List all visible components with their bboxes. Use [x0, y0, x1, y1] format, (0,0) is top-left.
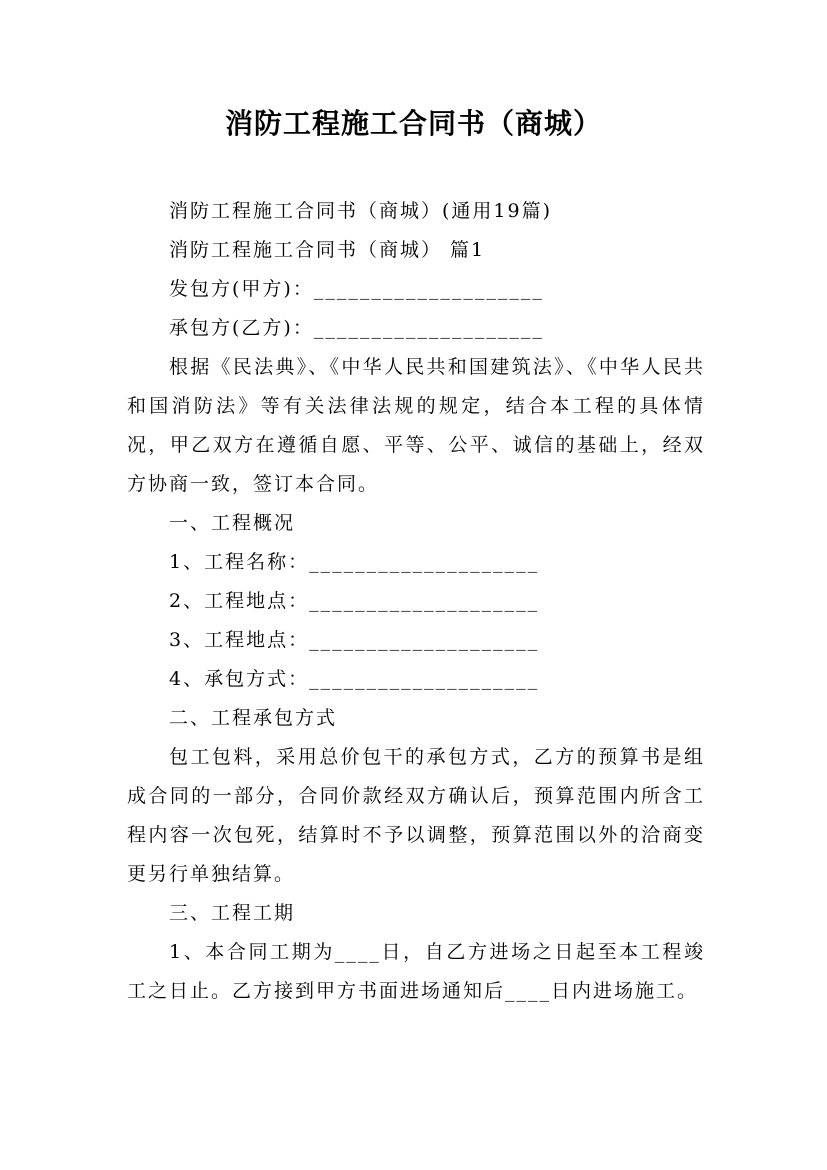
document-title: 消防工程施工合同书（商城）	[224, 107, 602, 140]
paragraph-party-b: 承包方(乙方)：____________________	[169, 317, 544, 339]
paragraph-project-location-2: 3、工程地点：____________________	[169, 629, 540, 651]
paragraph-project-location: 2、工程地点：____________________	[169, 590, 540, 612]
paragraph-project-name: 1、工程名称：____________________	[169, 551, 540, 573]
paragraph-part-heading: 消防工程施工合同书（商城） 篇1	[169, 239, 486, 261]
paragraph-subtitle: 消防工程施工合同书（商城）(通用19篇)	[169, 200, 553, 222]
paragraph-schedule-detail: 1、本合同工期为____日，自乙方进场之日起至本工程竣工之日止。乙方接到甲方书面进场通知后____日内进场施工。	[127, 941, 705, 1002]
document-body	[127, 192, 705, 1011]
section-heading-schedule: 三、工程工期	[169, 902, 296, 924]
section-heading-overview: 一、工程概况	[169, 512, 296, 534]
paragraph-legal-basis: 根据《民法典》、《中华人民共和国建筑法》、《中华人民共和国消防法》等有关法律法规的规定，结合本工程的具体情况，甲乙双方在遵循自愿、平等、公平、诚信的基础上，经双方协商一致，签订本合同。	[127, 356, 705, 495]
paragraph-contract-method: 4、承包方式：____________________	[169, 668, 540, 690]
paragraph-contract-mode-detail: 包工包料，采用总价包干的承包方式，乙方的预算书是组成合同的一部分，合同价款经双方确认后，预算范围内所含工程内容一次包死，结算时不予以调整，预算范围以外的洽商变更另行单独结算。	[127, 746, 705, 885]
section-heading-contract-mode: 二、工程承包方式	[169, 707, 338, 729]
paragraph-party-a: 发包方(甲方)：____________________	[169, 278, 544, 300]
